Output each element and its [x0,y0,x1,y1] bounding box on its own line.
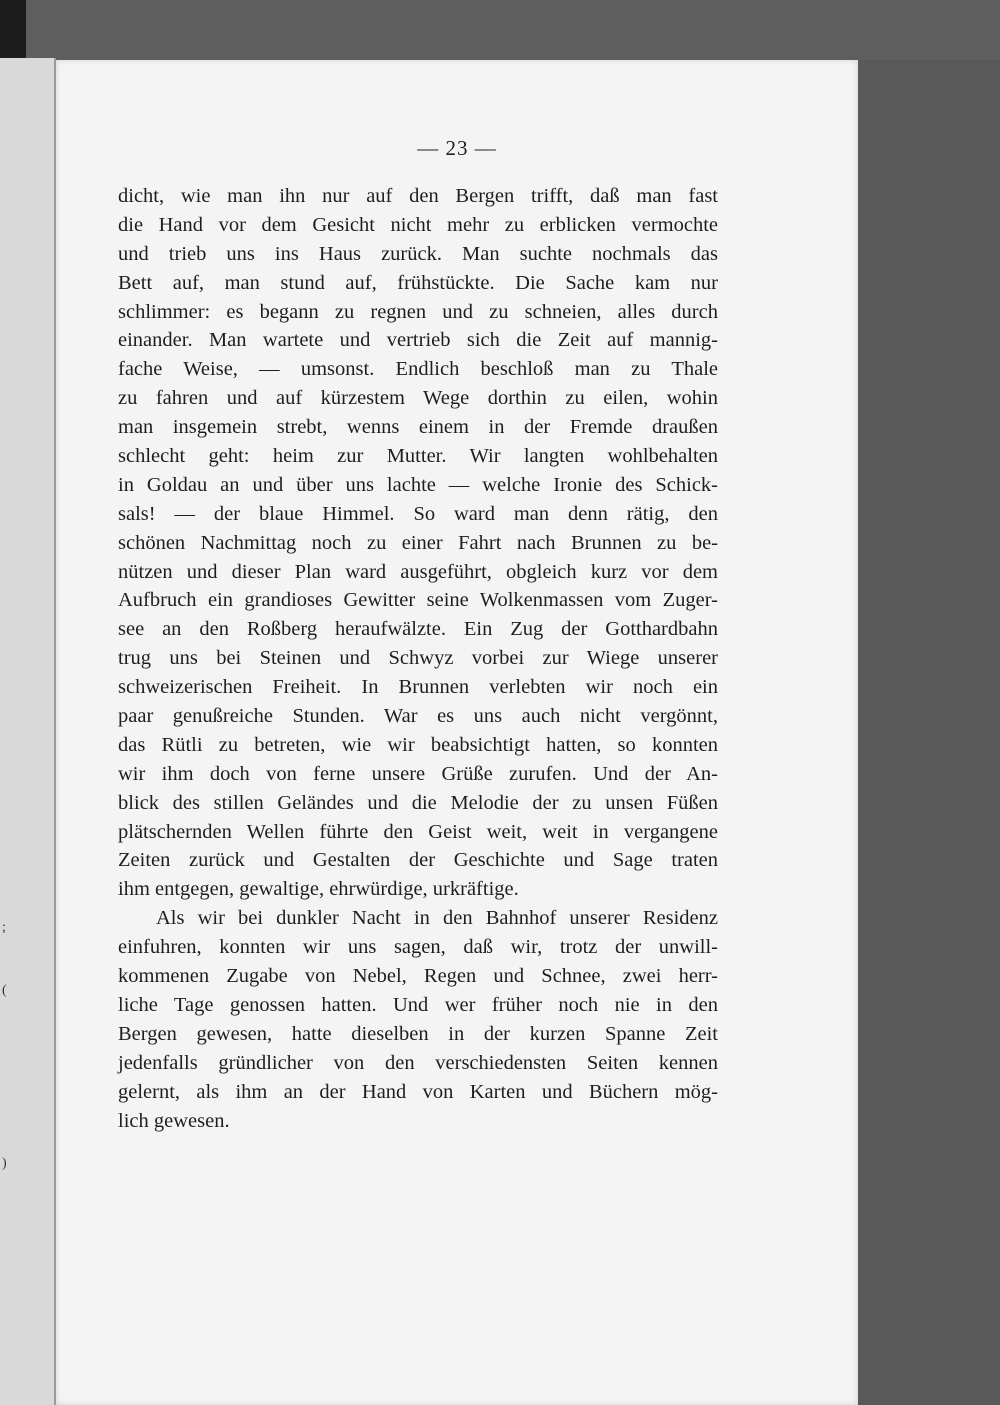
text-line: sals! — der blaue Himmel. So ward man denn rätig, den [118,502,718,525]
text-line: paar genußreiche Stunden. War es uns auch nicht vergönnt, [118,705,718,728]
paragraph [118,904,718,1135]
text-line: einfuhren, konnten wir uns sagen, daß wir, trotz der unwill- [118,936,718,959]
text-line: trug uns bei Steinen und Schwyz vorbei zur Wiege unserer [118,647,718,670]
text-line: in Goldau an und über uns lachte — welche Ironie des Schick- [118,473,718,496]
text-line: jedenfalls gründlicher von den verschiedensten Seiten kennen [118,1051,718,1074]
page-number: — 23 — [417,136,497,160]
text-line: zu fahren und auf kürzestem Wege dorthin zu eilen, wohin [118,387,718,410]
text-line: die Hand vor dem Gesicht nicht mehr zu erblicken vermochte [118,213,718,236]
text-line: nützen und dieser Plan ward ausgeführt, obgleich kurz vor dem [118,560,718,583]
text-line: das Rütli zu betreten, wie wir beabsichtigt hatten, so konnten [118,733,718,756]
margin-mark: ; [2,920,6,935]
text-line: schweizerischen Freiheit. In Brunnen verlebten wir noch ein [118,676,718,699]
text-line: fache Weise, — umsonst. Endlich beschloß man zu Thale [118,358,718,381]
previous-page-edge [0,58,56,1405]
margin-mark: ) [2,1156,7,1171]
text-line: schlimmer: es begann zu regnen und zu schneien, alles durch [118,300,718,323]
text-line: blick des stillen Geländes und die Melodie der zu unsen Füßen [118,791,718,814]
text-line: Aufbruch ein grandioses Gewitter seine Wolkenmassen vom Zuger- [118,589,718,612]
text-line: see an den Roßberg heraufwälzte. Ein Zug der Gotthardbahn [118,618,718,641]
text-line: schönen Nachmittag noch zu einer Fahrt nach Brunnen zu be- [118,531,718,554]
text-line: und trieb uns ins Haus zurück. Man suchte nochmals das [118,242,718,265]
text-line: wir ihm doch von ferne unsere Grüße zurufen. Und der An- [118,762,718,785]
text-line: Bergen gewesen, hatte dieselben in der kurzen Spanne Zeit [118,1022,718,1045]
text-line: schlecht geht: heim zur Mutter. Wir langten wohlbehalten [118,445,718,468]
text-line: man insgemein strebt, wenns einem in der Fremde draußen [118,416,718,439]
text-line: Zeiten zurück und Gestalten der Geschichte und Sage traten [118,849,718,872]
text-line: kommenen Zugabe von Nebel, Regen und Schnee, zwei herr- [118,965,718,988]
text-line: Bett auf, man stund auf, frühstückte. Die Sache kam nur [118,271,718,294]
text-line: gelernt, als ihm an der Hand von Karten und Büchern mög- [118,1080,718,1103]
text-line: ihm entgegen, gewaltige, ehrwürdige, urkräftige. [118,878,519,901]
text-line: lich gewesen. [118,1109,230,1132]
text-line: plätschernden Wellen führte den Geist weit, weit in vergangene [118,820,718,843]
page-body-text [118,182,718,1135]
text-line: Als wir bei dunkler Nacht in den Bahnhof unserer Residenz [156,907,718,930]
paragraph [118,182,718,904]
text-line: einander. Man wartete und vertrieb sich die Zeit auf mannig- [118,329,718,352]
margin-mark: ( [2,983,7,998]
scan-background-right [858,60,1000,1405]
text-line: liche Tage genossen hatten. Und wer früher noch nie in den [118,993,718,1016]
text-line: dicht, wie man ihn nur auf den Bergen trifft, daß man fast [118,185,718,207]
